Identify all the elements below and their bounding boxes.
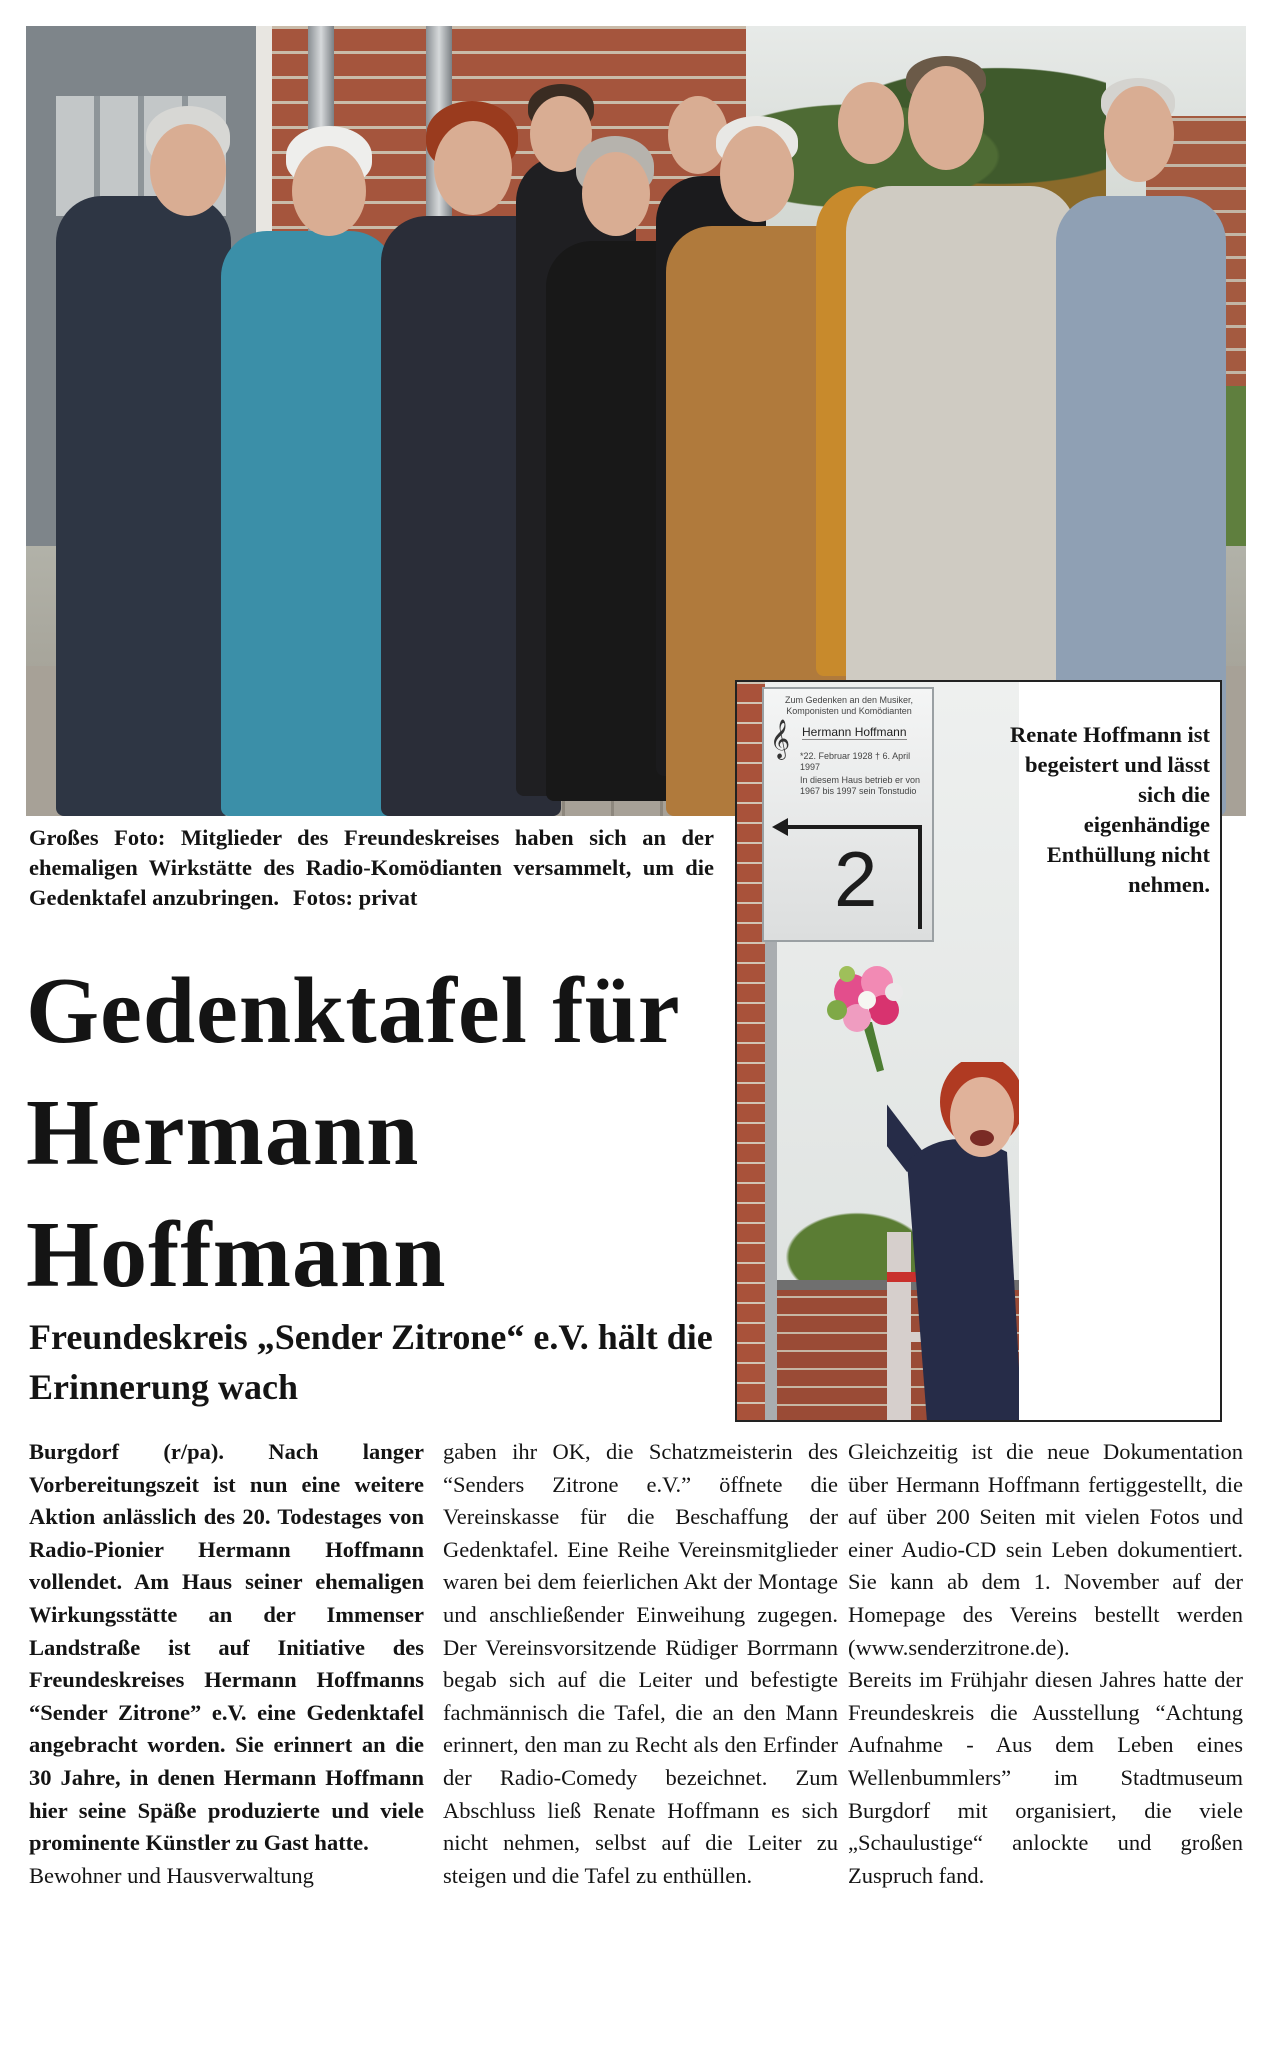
sign-pole bbox=[765, 937, 777, 1422]
treble-clef-icon: 𝄞 bbox=[770, 721, 791, 758]
flower-bouquet bbox=[822, 952, 912, 1077]
person-9-head bbox=[908, 66, 984, 170]
memorial-plaque bbox=[762, 687, 934, 942]
person-8-head bbox=[838, 82, 904, 164]
person-1-head bbox=[150, 124, 226, 216]
inset-brick-wall bbox=[737, 682, 765, 1422]
person-2 bbox=[221, 231, 396, 816]
article-paragraph: gaben ihr OK, die Schatzmeisterin des “Senders Zitrone e.V.” öffnete die Vereinskasse für die Beschaffung der Gedenktafel. Eine Reihe Vereinsmitglieder waren bei dem feierlichen Akt der Montage und anschließender Einweihung zugegen. Der Vereinsvorsitzende Rüdiger Borrmann begab sich auf die Leiter und befestigte fachmännisch die Tafel, die an den Mann erinnert, den man zu Recht als den Erfinder der Radio-Comedy bezeichnet. Zum Abschluss ließ Renate Hoffmann es sich nicht nehmen, selbst auf die Leiter zu steigen und die Tafel zu enthüllen. bbox=[443, 1439, 838, 1888]
article-subheadline: Freundeskreis „Sender Zitrone“ e.V. hält die Erinnerung wach bbox=[29, 1317, 713, 1407]
person-7-head bbox=[720, 126, 794, 222]
article-column-1 bbox=[29, 1436, 424, 1892]
arrow-vertical-line bbox=[918, 825, 922, 929]
inset-photo bbox=[737, 682, 1019, 1422]
plaque-dates: *22. Februar 1928 † 6. April 1997 bbox=[800, 751, 911, 772]
inset-photo-caption: Renate Hoffmann ist begeistert und lässt sich die eigenhändige Enthüllung nicht nehmen. bbox=[1010, 722, 1210, 897]
person-2-head bbox=[292, 146, 366, 236]
article-paragraph: Bereits im Frühjahr diesen Jahres hatte der Freundeskreis die Ausstellung “Achtung Aufnahme - Aus dem Leben eines Wellenbummlers” im Stadtmuseum Burgdorf mit organisiert, die viele „Schaulustige“ anlockte und großen Zuspruch fand. bbox=[848, 1667, 1243, 1888]
article-lead: Burgdorf (r/pa). Nach langer Vorbereitungszeit ist nun eine weitere Aktion anlässlich des 20. Todestages von Radio-Pionier Hermann Hoffmann vollendet. Am Haus seiner ehemaligen Wirkungsstätte an der Immenser Landstraße ist auf Initiative des Freundeskreises Hermann Hoffmanns “Sender Zitrone” e.V. eine Gedenktafel angebracht worden. Sie erinnert an die 30 Jahre, in denen Hermann Hoffmann hier seine Späße produzierte und viele prominente Künstler zu Gast hatte. bbox=[29, 1439, 424, 1856]
woman-on-ladder bbox=[887, 1062, 1019, 1422]
article-paragraph: Gleichzeitig ist die neue Dokumentation über Hermann Hoffmann fertiggestellt, die auf über 200 Seiten mit vielen Fotos und einer Audio-CD sein Leben dokumentiert. Sie kann ab dem 1. November auf der Homepage des Vereins bestellt werden (www.senderzitrone.de). bbox=[848, 1439, 1243, 1660]
main-photo-caption bbox=[29, 823, 714, 913]
person-5-head bbox=[582, 152, 650, 236]
person-3-head bbox=[434, 121, 512, 215]
arrow-left-icon bbox=[782, 825, 922, 829]
article-headline: Gedenktafel für Hermann Hoffmann bbox=[26, 959, 679, 1307]
plaque-name: Hermann Hoffmann bbox=[802, 725, 907, 739]
arrow-head-icon bbox=[772, 818, 788, 836]
plaque-header: Zum Gedenken an den Musiker, Komponisten und Komödianten bbox=[784, 695, 914, 716]
photo-credit: Fotos: privat bbox=[293, 885, 418, 910]
person-10-head bbox=[1104, 86, 1174, 182]
person-1 bbox=[56, 196, 231, 816]
article-column-3 bbox=[848, 1436, 1243, 1892]
house-number: 2 bbox=[834, 835, 878, 923]
article-column-2 bbox=[443, 1436, 838, 1892]
article-paragraph: Bewohner und Hausverwaltung bbox=[29, 1862, 314, 1888]
plaque-text: In diesem Haus betrieb er von 1967 bis 1997 sein Tonstudio bbox=[800, 775, 921, 796]
caption-text: Großes Foto: Mitglieder des Freundeskreises haben sich an der ehemaligen Wirkstätte des Radio-Komödianten versammelt, um die Gedenktafel anzubringen. bbox=[29, 825, 714, 910]
